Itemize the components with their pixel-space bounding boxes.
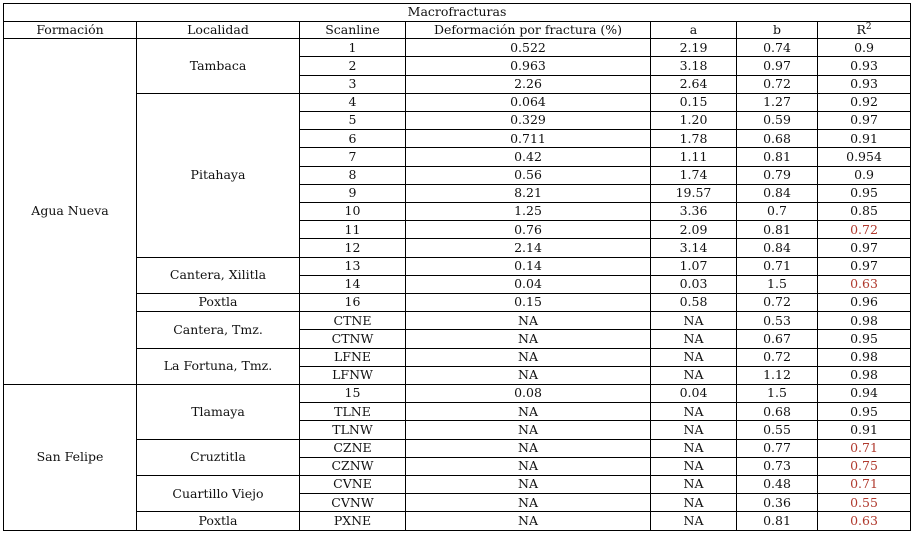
r2-cell: 0.95	[818, 330, 911, 348]
deformacion-cell: NA	[406, 439, 651, 457]
a-cell: 3.14	[651, 239, 737, 257]
deformacion-cell: 0.08	[406, 385, 651, 403]
localidad-cell: Cuartillo Viejo	[137, 476, 300, 512]
b-cell: 1.12	[737, 366, 818, 384]
localidad-cell: La Fortuna, Tmz.	[137, 348, 300, 384]
localidad-cell: Cantera, Xilitla	[137, 257, 300, 293]
b-cell: 0.7	[737, 203, 818, 221]
b-cell: 0.73	[737, 457, 818, 475]
b-cell: 0.77	[737, 439, 818, 457]
r2-cell: 0.97	[818, 257, 911, 275]
header-a: a	[651, 21, 737, 39]
scanline-cell: TLNE	[300, 403, 406, 421]
b-cell: 0.97	[737, 57, 818, 75]
scanline-cell: CVNW	[300, 494, 406, 512]
deformacion-cell: NA	[406, 348, 651, 366]
r2-cell: 0.97	[818, 239, 911, 257]
header-deformacion: Deformación por fractura (%)	[406, 21, 651, 39]
a-cell: 2.64	[651, 75, 737, 93]
table-row	[4, 39, 911, 57]
scanline-cell: 3	[300, 75, 406, 93]
r2-cell: 0.94	[818, 385, 911, 403]
deformacion-cell: NA	[406, 476, 651, 494]
b-cell: 0.68	[737, 130, 818, 148]
table-row	[4, 512, 911, 531]
b-cell: 0.59	[737, 112, 818, 130]
table-row	[4, 348, 911, 366]
scanline-cell: 13	[300, 257, 406, 275]
a-cell: 0.15	[651, 93, 737, 111]
scanline-cell: LFNE	[300, 348, 406, 366]
deformacion-cell: 0.522	[406, 39, 651, 57]
r2-cell: 0.98	[818, 366, 911, 384]
table-row	[4, 93, 911, 111]
r2-cell: 0.98	[818, 348, 911, 366]
a-cell: 3.36	[651, 203, 737, 221]
scanline-cell: 14	[300, 275, 406, 293]
macrofracturas-table	[3, 3, 911, 531]
deformacion-cell: 0.76	[406, 221, 651, 239]
r2-cell: 0.97	[818, 112, 911, 130]
localidad-cell: Cruztitla	[137, 439, 300, 475]
deformacion-cell: 1.25	[406, 203, 651, 221]
deformacion-cell: NA	[406, 457, 651, 475]
deformacion-cell: NA	[406, 403, 651, 421]
r2-cell: 0.93	[818, 75, 911, 93]
b-cell: 0.68	[737, 403, 818, 421]
deformacion-cell: 8.21	[406, 184, 651, 202]
b-cell: 0.72	[737, 348, 818, 366]
a-cell: 2.19	[651, 39, 737, 57]
scanline-cell: 6	[300, 130, 406, 148]
r2-cell: 0.92	[818, 93, 911, 111]
a-cell: NA	[651, 330, 737, 348]
b-cell: 0.53	[737, 312, 818, 330]
formacion-cell: Agua Nueva	[4, 39, 137, 385]
scanline-cell: CVNE	[300, 476, 406, 494]
a-cell: 1.20	[651, 112, 737, 130]
r2-cell-low: 0.72	[818, 221, 911, 239]
scanline-cell: 10	[300, 203, 406, 221]
a-cell: NA	[651, 312, 737, 330]
localidad-cell: Cantera, Tmz.	[137, 312, 300, 348]
r2-cell-low: 0.55	[818, 494, 911, 512]
scanline-cell: CZNW	[300, 457, 406, 475]
localidad-cell: Tlamaya	[137, 385, 300, 440]
scanline-cell: CTNE	[300, 312, 406, 330]
a-cell: 1.07	[651, 257, 737, 275]
b-cell: 1.5	[737, 275, 818, 293]
r2-cell: 0.98	[818, 312, 911, 330]
table-row	[4, 312, 911, 330]
b-cell: 1.27	[737, 93, 818, 111]
b-cell: 0.79	[737, 166, 818, 184]
r2-cell: 0.9	[818, 39, 911, 57]
deformacion-cell: NA	[406, 512, 651, 531]
r2-cell-low: 0.75	[818, 457, 911, 475]
scanline-cell: CZNE	[300, 439, 406, 457]
b-cell: 0.48	[737, 476, 818, 494]
a-cell: NA	[651, 494, 737, 512]
scanline-cell: 5	[300, 112, 406, 130]
a-cell: 0.03	[651, 275, 737, 293]
localidad-cell: Pitahaya	[137, 93, 300, 257]
deformacion-cell: 0.42	[406, 148, 651, 166]
scanline-cell: 15	[300, 385, 406, 403]
r2-cell-low: 0.63	[818, 275, 911, 293]
r2-cell: 0.91	[818, 421, 911, 439]
b-cell: 0.55	[737, 421, 818, 439]
r2-cell: 0.96	[818, 294, 911, 312]
table-row	[4, 476, 911, 494]
r2-cell: 0.91	[818, 130, 911, 148]
a-cell: NA	[651, 421, 737, 439]
localidad-cell: Poxtla	[137, 512, 300, 531]
b-cell: 0.71	[737, 257, 818, 275]
a-cell: 1.74	[651, 166, 737, 184]
scanline-cell: 8	[300, 166, 406, 184]
scanline-cell: TLNW	[300, 421, 406, 439]
b-cell: 0.84	[737, 184, 818, 202]
b-cell: 1.5	[737, 385, 818, 403]
b-cell: 0.81	[737, 512, 818, 531]
a-cell: NA	[651, 476, 737, 494]
deformacion-cell: 0.963	[406, 57, 651, 75]
a-cell: 19.57	[651, 184, 737, 202]
deformacion-cell: 0.711	[406, 130, 651, 148]
a-cell: NA	[651, 457, 737, 475]
b-cell: 0.72	[737, 75, 818, 93]
b-cell: 0.81	[737, 221, 818, 239]
deformacion-cell: 0.04	[406, 275, 651, 293]
a-cell: NA	[651, 348, 737, 366]
scanline-cell: 9	[300, 184, 406, 202]
header-r2-superscript: 2	[865, 21, 872, 32]
formacion-cell: San Felipe	[4, 385, 137, 531]
a-cell: NA	[651, 439, 737, 457]
deformacion-cell: NA	[406, 330, 651, 348]
r2-cell: 0.95	[818, 184, 911, 202]
deformacion-cell: 2.26	[406, 75, 651, 93]
table-title: Macrofracturas	[4, 4, 911, 22]
a-cell: 0.58	[651, 294, 737, 312]
deformacion-cell: NA	[406, 421, 651, 439]
table-title-row	[4, 4, 911, 22]
deformacion-cell: 0.14	[406, 257, 651, 275]
b-cell: 0.84	[737, 239, 818, 257]
deformacion-cell: 0.15	[406, 294, 651, 312]
a-cell: NA	[651, 366, 737, 384]
deformacion-cell: 0.56	[406, 166, 651, 184]
b-cell: 0.67	[737, 330, 818, 348]
a-cell: 3.18	[651, 57, 737, 75]
scanline-cell: 11	[300, 221, 406, 239]
deformacion-cell: 0.064	[406, 93, 651, 111]
scanline-cell: 1	[300, 39, 406, 57]
scanline-cell: 4	[300, 93, 406, 111]
localidad-cell: Tambaca	[137, 39, 300, 94]
a-cell: NA	[651, 403, 737, 421]
b-cell: 0.74	[737, 39, 818, 57]
b-cell: 0.72	[737, 294, 818, 312]
r2-cell: 0.954	[818, 148, 911, 166]
r2-cell: 0.95	[818, 403, 911, 421]
scanline-cell: 7	[300, 148, 406, 166]
b-cell: 0.36	[737, 494, 818, 512]
header-scanline: Scanline	[300, 21, 406, 39]
header-localidad: Localidad	[137, 21, 300, 39]
table-row	[4, 294, 911, 312]
a-cell: 0.04	[651, 385, 737, 403]
b-cell: 0.81	[737, 148, 818, 166]
header-formacion: Formación	[4, 21, 137, 39]
r2-cell-low: 0.63	[818, 512, 911, 531]
a-cell: NA	[651, 512, 737, 531]
localidad-cell: Poxtla	[137, 294, 300, 312]
header-r2	[818, 21, 911, 39]
table-row	[4, 257, 911, 275]
deformacion-cell: NA	[406, 312, 651, 330]
deformacion-cell: NA	[406, 366, 651, 384]
scanline-cell: 12	[300, 239, 406, 257]
scanline-cell: LFNW	[300, 366, 406, 384]
scanline-cell: 16	[300, 294, 406, 312]
header-r2-label: R	[856, 21, 866, 37]
scanline-cell: CTNW	[300, 330, 406, 348]
r2-cell: 0.85	[818, 203, 911, 221]
header-b: b	[737, 21, 818, 39]
a-cell: 1.78	[651, 130, 737, 148]
a-cell: 2.09	[651, 221, 737, 239]
deformacion-cell: 0.329	[406, 112, 651, 130]
deformacion-cell: NA	[406, 494, 651, 512]
r2-cell-low: 0.71	[818, 476, 911, 494]
a-cell: 1.11	[651, 148, 737, 166]
scanline-cell: PXNE	[300, 512, 406, 531]
r2-cell: 0.9	[818, 166, 911, 184]
deformacion-cell: 2.14	[406, 239, 651, 257]
r2-cell: 0.93	[818, 57, 911, 75]
table-row	[4, 439, 911, 457]
header-row	[4, 21, 911, 39]
scanline-cell: 2	[300, 57, 406, 75]
table-row	[4, 385, 911, 403]
r2-cell-low: 0.71	[818, 439, 911, 457]
